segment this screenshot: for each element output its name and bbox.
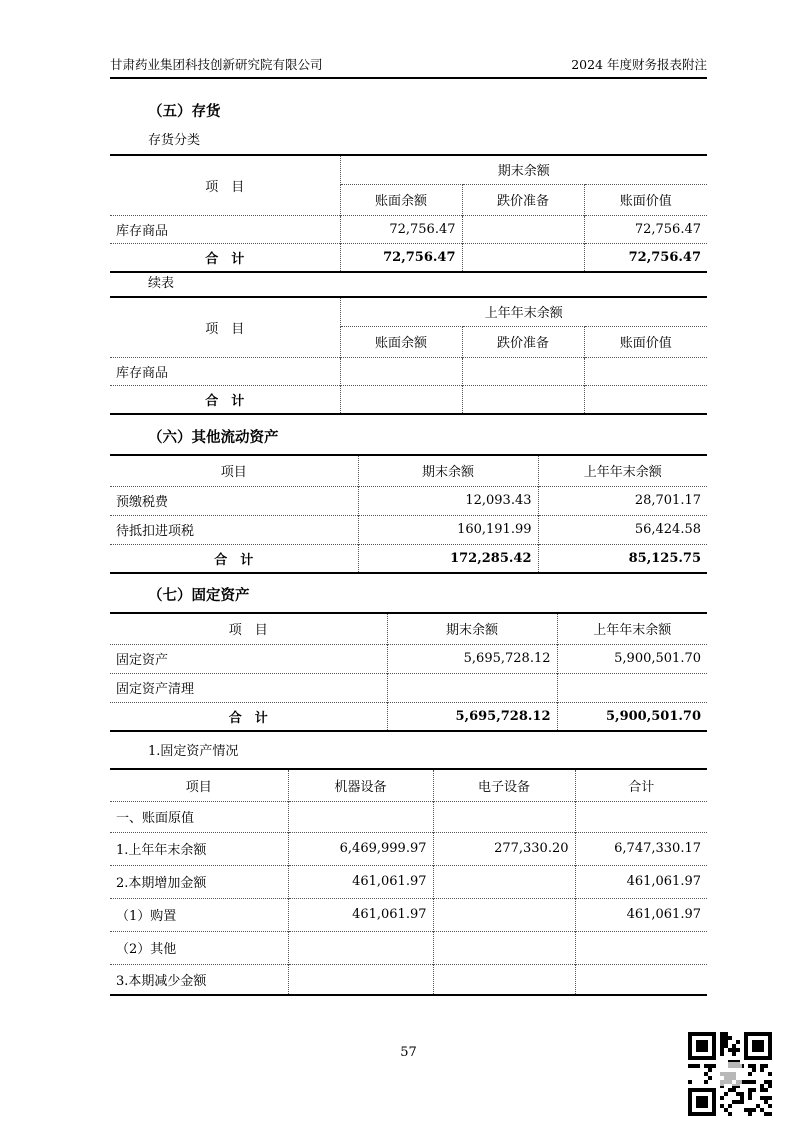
cell-value: 5,900,501.70 xyxy=(557,644,707,673)
cell-value xyxy=(340,357,462,385)
cell-value: 5,695,728.12 xyxy=(387,702,557,731)
column-header-item: 项 目 xyxy=(228,623,268,639)
cell-value xyxy=(575,931,707,964)
section-title-other-current-assets: （六）其他流动资产 xyxy=(148,429,279,446)
cell-value: 461,061.97 xyxy=(288,865,433,898)
table-row xyxy=(110,865,707,898)
cell-item: 预缴税费 xyxy=(110,486,358,515)
cell-item: 固定资产 xyxy=(110,644,387,673)
cell-item: 库存商品 xyxy=(110,215,340,243)
cell-value: 72,756.47 xyxy=(340,215,462,243)
page-header xyxy=(110,57,707,79)
cell-value xyxy=(288,931,433,964)
cell-item: 2.本期增加金额 xyxy=(110,865,288,898)
column-header-total: 合计 xyxy=(575,769,707,801)
total-row xyxy=(110,243,707,272)
cell-value: 72,756.47 xyxy=(340,243,462,272)
column-header-book-balance: 账面余额 xyxy=(340,326,462,357)
table-row xyxy=(110,898,707,931)
cell-value xyxy=(462,215,584,243)
cell-value xyxy=(557,673,707,702)
column-header-item: 项目 xyxy=(185,779,212,795)
column-header-period-end: 期末余额 xyxy=(387,613,557,644)
cell-item: 库存商品 xyxy=(110,357,340,385)
page-content xyxy=(110,0,707,996)
cell-value: 461,061.97 xyxy=(575,898,707,931)
cell-value xyxy=(387,673,557,702)
cell-item: （1）购置 xyxy=(110,898,288,931)
cell-total-label: 合 计 xyxy=(110,702,387,731)
cell-value xyxy=(433,931,575,964)
cell-item: 固定资产清理 xyxy=(110,673,387,702)
column-header-electronics: 电子设备 xyxy=(433,769,575,801)
cell-value: 6,747,330.17 xyxy=(575,832,707,865)
table-inventory-current xyxy=(110,154,707,273)
cell-value: 461,061.97 xyxy=(575,865,707,898)
cell-item: 一、账面原值 xyxy=(110,801,288,832)
table-row xyxy=(110,832,707,865)
fixed-assets-detail-subtitle: 1.固定资产情况 xyxy=(148,744,239,759)
table-other-current-assets xyxy=(110,454,707,574)
cell-value xyxy=(433,964,575,995)
cell-value: 72,756.47 xyxy=(584,243,707,272)
column-header-impairment: 跌价准备 xyxy=(462,184,584,215)
cell-value: 172,285.42 xyxy=(358,544,538,573)
cell-value xyxy=(462,357,584,385)
cell-total-label: 合 计 xyxy=(110,243,340,272)
cell-item: 待抵扣进项税 xyxy=(110,515,358,544)
cell-item: 3.本期减少金额 xyxy=(110,964,288,995)
section-title-inventory: （五）存货 xyxy=(148,103,221,120)
cell-value: 72,756.47 xyxy=(584,215,707,243)
continued-table-label: 续表 xyxy=(148,276,175,291)
column-header-book-value: 账面价值 xyxy=(584,326,707,357)
cell-value: 5,695,728.12 xyxy=(387,644,557,673)
column-header-period-end: 期末余额 xyxy=(358,455,538,486)
table-row xyxy=(110,931,707,964)
cell-value xyxy=(575,801,707,832)
cell-value xyxy=(433,898,575,931)
cell-value xyxy=(288,964,433,995)
cell-value xyxy=(433,865,575,898)
cell-value: 160,191.99 xyxy=(358,515,538,544)
column-header-machinery: 机器设备 xyxy=(288,769,433,801)
table-fixed-assets xyxy=(110,612,707,732)
table-row xyxy=(110,644,707,673)
column-header-prior-year-end: 上年年末余额 xyxy=(538,455,707,486)
section-title-fixed-assets: （七）固定资产 xyxy=(148,587,250,604)
table-row xyxy=(110,515,707,544)
total-row xyxy=(110,544,707,573)
cell-value xyxy=(584,357,707,385)
cell-total-label: 合 计 xyxy=(110,544,358,573)
cell-value: 5,900,501.70 xyxy=(557,702,707,731)
cell-value: 12,093.43 xyxy=(358,486,538,515)
cell-value xyxy=(584,385,707,414)
column-header-book-value: 账面价值 xyxy=(584,184,707,215)
cell-value: 6,469,999.97 xyxy=(288,832,433,865)
cell-value xyxy=(288,801,433,832)
column-header-prior-year-end: 上年年末余额 xyxy=(557,613,707,644)
qr-code-image xyxy=(688,1032,772,1116)
page-number: 57 xyxy=(400,1045,417,1060)
cell-value xyxy=(433,801,575,832)
company-name: 甘肃药业集团科技创新研究院有限公司 xyxy=(110,57,323,72)
cell-item: 1.上年年末余额 xyxy=(110,832,288,865)
table-row xyxy=(110,486,707,515)
cell-value xyxy=(462,243,584,272)
table-inventory-prior-year xyxy=(110,296,707,415)
column-header-impairment: 跌价准备 xyxy=(462,326,584,357)
cell-value: 28,701.17 xyxy=(538,486,707,515)
cell-value: 85,125.75 xyxy=(538,544,707,573)
cell-item: （2）其他 xyxy=(110,931,288,964)
cell-value xyxy=(462,385,584,414)
column-header-item: 项 目 xyxy=(205,179,245,195)
cell-value: 461,061.97 xyxy=(288,898,433,931)
doc-title: 2024 年度财务报表附注 xyxy=(571,57,707,72)
cell-value xyxy=(575,964,707,995)
column-header-book-balance: 账面余额 xyxy=(340,184,462,215)
table-row xyxy=(110,215,707,243)
inventory-subtitle: 存货分类 xyxy=(148,133,201,148)
total-row xyxy=(110,702,707,731)
table-row xyxy=(110,673,707,702)
column-group-header-prior-year-end: 上年年末余额 xyxy=(340,297,707,326)
total-row xyxy=(110,385,707,414)
table-row xyxy=(110,801,707,832)
cell-value: 56,424.58 xyxy=(538,515,707,544)
cell-total-label: 合 计 xyxy=(110,385,340,414)
column-group-header-period-end: 期末余额 xyxy=(340,155,707,184)
table-row xyxy=(110,357,707,385)
table-row xyxy=(110,964,707,995)
qr-code xyxy=(688,1032,772,1116)
column-header-item: 项 目 xyxy=(205,321,245,337)
cell-value xyxy=(340,385,462,414)
column-header-item: 项目 xyxy=(220,465,247,481)
table-fixed-assets-detail xyxy=(110,768,707,996)
cell-value: 277,330.20 xyxy=(433,832,575,865)
